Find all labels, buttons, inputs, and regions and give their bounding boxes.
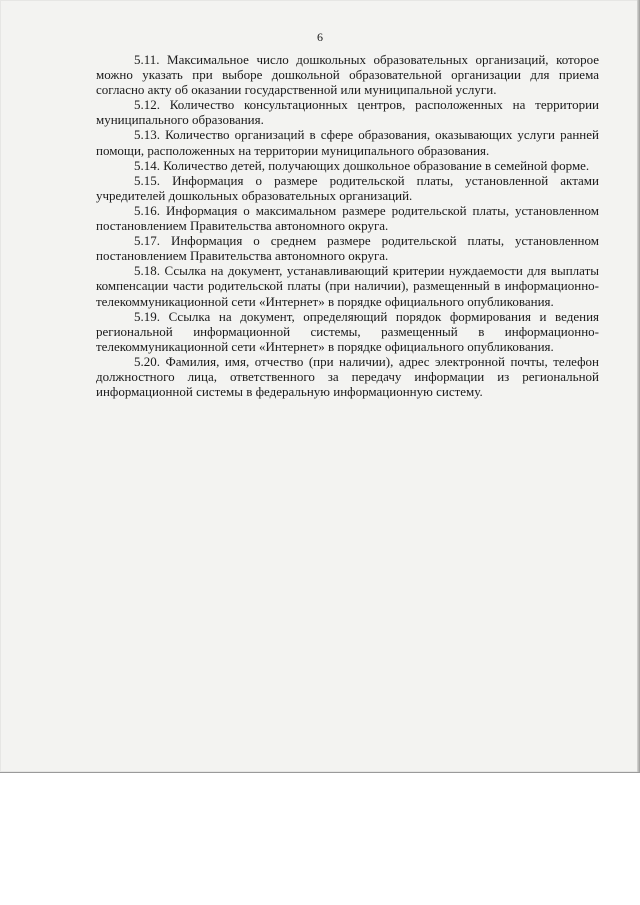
paragraph-5-14: 5.14. Количество детей, получающих дошкольное образование в семейной форме. [134, 157, 590, 173]
page-number: 6 [317, 30, 323, 44]
paragraph-5-18: 5.18. Ссылка на документ, устанавливающий критерии нуждаемости для выплаты компенсации части родительской платы (при наличии), размещенный в информационно-телекоммуникационной сети «Интернет» в порядке официального опубликования. [96, 263, 599, 309]
paragraph-5-16: 5.16. Информация о максимальном размере родительской платы, установленном постановлением Правительства автономного округа. [96, 202, 599, 234]
blank-area [0, 773, 640, 905]
document-body [96, 52, 599, 399]
paragraph-5-13: 5.13. Количество организаций в сфере образования, оказывающих услуги ранней помощи, расположенных на территории муниципального образования. [96, 127, 599, 158]
paragraph-5-17: 5.17. Информация о среднем размере родительской платы, установленном постановлением Правительства автономного округа. [96, 233, 599, 264]
paragraph-5-15: 5.15. Информация о размере родительской платы, установленной актами учредителей дошкольных образовательных организаций. [96, 172, 599, 203]
paragraph-5-11: 5.11. Максимальное число дошкольных образовательных организаций, которое можно указать при выборе дошкольной образовательной организации для приема согласно акту об оказании государственной или муниципальной услуги. [96, 52, 599, 98]
paragraph-5-20: 5.20. Фамилия, имя, отчество (при наличии), адрес электронной почты, телефон должностного лица, ответственного за передачу информации из региональной информационной системы в федеральную информационную систему. [96, 353, 599, 400]
paragraph-5-19: 5.19. Ссылка на документ, определяющий порядок формирования и ведения региональной информационной системы, размещенный в информационно-телекоммуникационной сети «Интернет» в порядке официального опубликования. [96, 308, 599, 354]
paragraph-5-12: 5.12. Количество консультационных центров, расположенных на территории муниципального образования. [96, 97, 599, 128]
